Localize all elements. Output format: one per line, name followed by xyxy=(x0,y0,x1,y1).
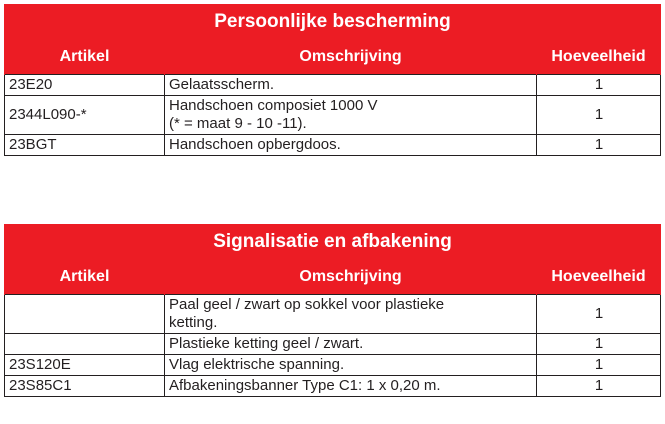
cell-hoeveelheid: 1 xyxy=(537,376,661,397)
table-header-row xyxy=(5,260,661,295)
table-header-row xyxy=(5,40,661,75)
omschrijving-line: ketting. xyxy=(169,314,218,331)
table-row xyxy=(5,295,661,334)
omschrijving-line: Paal geel / zwart op sokkel voor plastieke xyxy=(169,296,445,313)
table-row xyxy=(5,75,661,96)
table-row xyxy=(5,334,661,355)
column-header-omschrijving: Omschrijving xyxy=(165,260,537,295)
cell-omschrijving xyxy=(165,376,537,397)
omschrijving-line: Gelaatsscherm. xyxy=(169,76,275,93)
table-row xyxy=(5,135,661,156)
cell-omschrijving xyxy=(165,135,537,156)
omschrijving-line: Afbakeningsbanner Type C1: 1 x 0,20 m. xyxy=(169,377,441,394)
cell-artikel: 23S120E xyxy=(5,355,165,376)
table-persoonlijke-bescherming xyxy=(4,4,661,156)
cell-omschrijving xyxy=(165,75,537,96)
omschrijving-line: (* = maat 9 - 10 -11). xyxy=(169,115,307,132)
cell-hoeveelheid: 1 xyxy=(537,295,661,334)
cell-omschrijving xyxy=(165,96,537,135)
column-header-artikel: Artikel xyxy=(5,260,165,295)
omschrijving-line: Handschoen composiet 1000 V xyxy=(169,97,378,114)
cell-omschrijving xyxy=(165,334,537,355)
table-row xyxy=(5,376,661,397)
cell-artikel xyxy=(5,295,165,334)
table-row xyxy=(5,355,661,376)
cell-hoeveelheid: 1 xyxy=(537,355,661,376)
cell-artikel xyxy=(5,334,165,355)
cell-hoeveelheid: 1 xyxy=(537,135,661,156)
cell-artikel: 2344L090-* xyxy=(5,96,165,135)
cell-artikel: 23S85C1 xyxy=(5,376,165,397)
cell-artikel: 23BGT xyxy=(5,135,165,156)
cell-hoeveelheid: 1 xyxy=(537,96,661,135)
column-header-hoeveelheid: Hoeveelheid xyxy=(537,40,661,75)
table-title: Persoonlijke bescherming xyxy=(5,4,661,40)
cell-omschrijving xyxy=(165,355,537,376)
cell-hoeveelheid: 1 xyxy=(537,334,661,355)
table-signalisatie-en-afbakening xyxy=(4,224,661,397)
table-title: Signalisatie en afbakening xyxy=(5,224,661,260)
omschrijving-line: Handschoen opbergdoos. xyxy=(169,136,341,153)
column-header-artikel: Artikel xyxy=(5,40,165,75)
column-header-hoeveelheid: Hoeveelheid xyxy=(537,260,661,295)
cell-artikel: 23E20 xyxy=(5,75,165,96)
table-row xyxy=(5,96,661,135)
omschrijving-line: Plastieke ketting geel / zwart. xyxy=(169,335,364,352)
cell-omschrijving xyxy=(165,295,537,334)
omschrijving-line: Vlag elektrische spanning. xyxy=(169,356,345,373)
column-header-omschrijving: Omschrijving xyxy=(165,40,537,75)
table-title-row xyxy=(5,224,661,260)
cell-hoeveelheid: 1 xyxy=(537,75,661,96)
table-title-row xyxy=(5,4,661,40)
